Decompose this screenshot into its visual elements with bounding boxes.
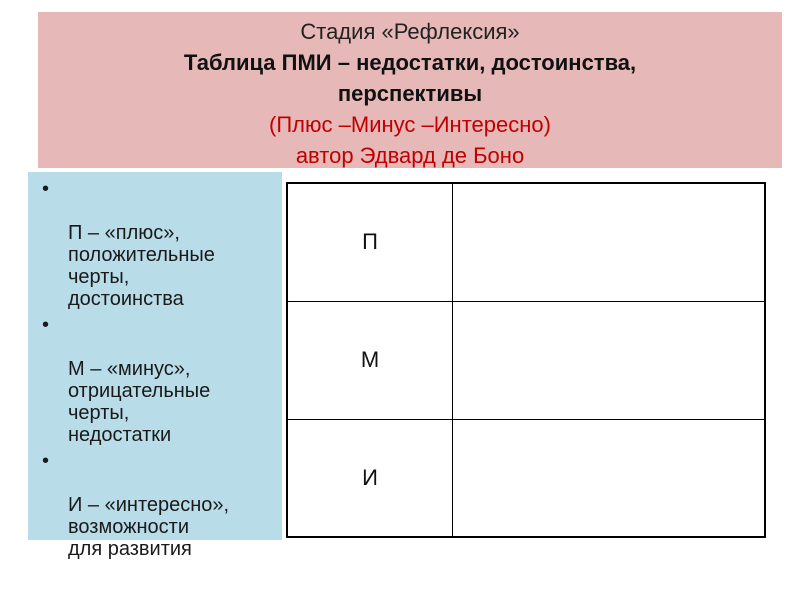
legend-item-text: М – «минус», отрицательные черты, недостатки bbox=[68, 358, 211, 446]
legend-item-interesting bbox=[28, 450, 282, 560]
row-content-interesting[interactable] bbox=[453, 419, 766, 537]
bullet-icon: • bbox=[42, 314, 50, 336]
legend-item-text: П – «плюс», положительные черты, достоинства bbox=[68, 222, 215, 310]
author-line: автор Эдвард де Боно bbox=[295, 143, 525, 168]
table-row-plus bbox=[287, 183, 765, 301]
legend-panel bbox=[28, 172, 282, 560]
legend-item-text: И – «интересно», возможности для развития bbox=[68, 494, 230, 560]
legend-list bbox=[28, 178, 282, 560]
bullet-icon: • bbox=[42, 450, 50, 472]
row-label-plus: П bbox=[287, 183, 453, 301]
header-banner bbox=[38, 12, 782, 168]
legend-item-plus bbox=[28, 178, 282, 310]
row-label-interesting: И bbox=[287, 419, 453, 537]
table-row-minus bbox=[287, 301, 765, 419]
row-content-plus[interactable] bbox=[453, 183, 766, 301]
legend-item-minus bbox=[28, 314, 282, 446]
table-title-line-1: Таблица ПМИ – недостатки, достоинства, bbox=[183, 50, 637, 75]
row-label-minus: М bbox=[287, 301, 453, 419]
table-row-interesting bbox=[287, 419, 765, 537]
subtitle: (Плюс –Минус –Интересно) bbox=[269, 112, 551, 137]
stage-title: Стадия «Рефлексия» bbox=[300, 19, 520, 44]
row-content-minus[interactable] bbox=[453, 301, 766, 419]
table-title-line-2: перспективы bbox=[337, 81, 483, 106]
pmi-table bbox=[286, 182, 766, 538]
bullet-icon: • bbox=[42, 178, 50, 200]
